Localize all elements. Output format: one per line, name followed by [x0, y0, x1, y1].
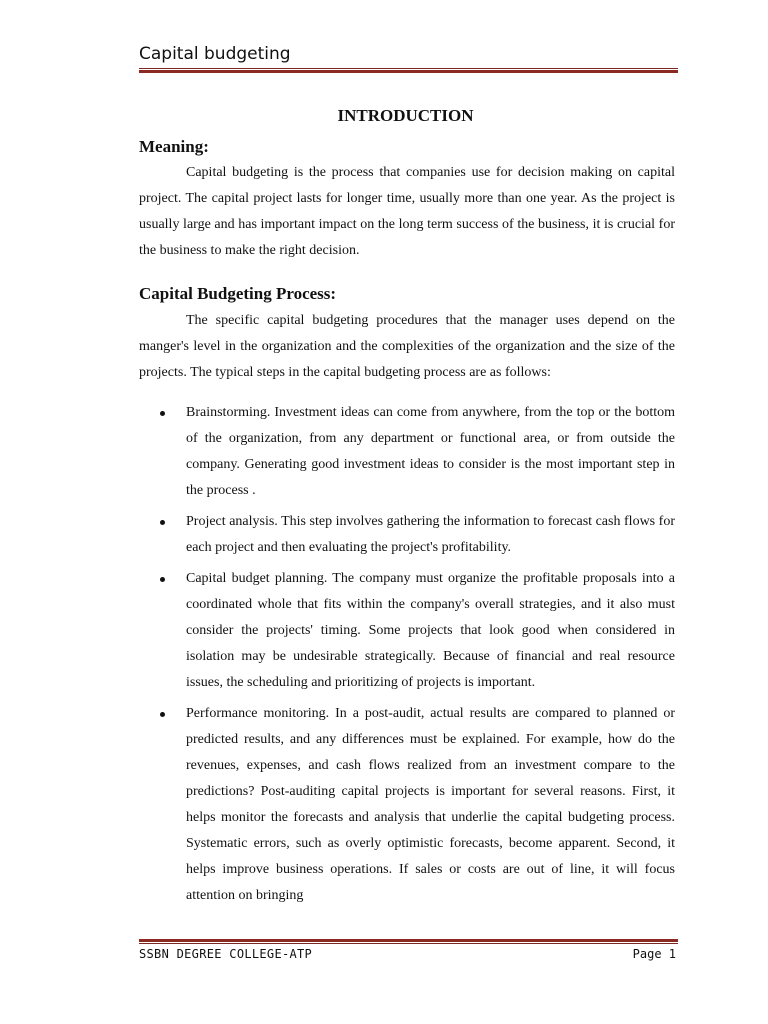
footer-college: SSBN DEGREE COLLEGE-ATP: [139, 947, 313, 961]
process-paragraph: The specific capital budgeting procedures that the manager uses depend on the manger's level in the organization and the complexities of the organization and the size of the projects. The typical steps in the capital budgeting process are as follows:: [139, 313, 675, 380]
list-item: [139, 701, 675, 909]
bullet-icon: [160, 577, 165, 582]
meaning-heading: Meaning:: [139, 137, 209, 156]
bullet-icon: [160, 411, 165, 416]
page-number: Page 1: [632, 947, 676, 961]
list-item: [139, 509, 675, 561]
list-item-text: Project analysis. This step involves gathering the information to forecast cash flows for each project and then evaluating the project's profitability.: [186, 514, 675, 555]
footer-rule: [139, 939, 678, 944]
page-title: INTRODUCTION: [337, 106, 474, 125]
header-rule: [139, 68, 678, 73]
process-steps-list: [139, 400, 675, 914]
list-item: [139, 566, 675, 696]
meaning-paragraph: Capital budgeting is the process that companies use for decision making on capital project. The capital project lasts for longer time, usually more than one year. As the project is usually large and has important impact on the long term success of the business, it is crucial for the business to make the right decision.: [139, 165, 675, 258]
list-item-text: Performance monitoring. In a post-audit, actual results are compared to planned or predicted results, and any differences must be explained. For example, how do the revenues, expenses, and cash flows realized from an investment compare to the predictions? Post-auditing capital projects is important for several reasons. First, it helps monitor the forecasts and analysis that underlie the capital budgeting process. Systematic errors, such as overly optimistic forecasts, become apparent. Second, it helps improve business operations. If sales or costs are out of line, it will focus attention on bringing: [186, 706, 675, 903]
list-item: [139, 400, 675, 504]
process-heading: Capital Budgeting Process:: [139, 284, 337, 303]
bullet-icon: [160, 712, 165, 717]
bullet-icon: [160, 520, 165, 525]
list-item-text: Brainstorming. Investment ideas can come from anywhere, from the top or the bottom of the organization, from any department or functional area, or from outside the company. Generating good investment ideas to consider is the most important step in the process .: [186, 405, 675, 498]
list-item-text: Capital budget planning. The company must organize the profitable proposals into a coordinated whole that fits within the company's overall strategies, and it also must consider the projects' timing. Some projects that look good when considered in isolation may be undesirable strategically. Because of financial and real resource issues, the scheduling and prioritizing of projects is important.: [186, 571, 675, 690]
running-header: Capital budgeting: [139, 44, 291, 64]
